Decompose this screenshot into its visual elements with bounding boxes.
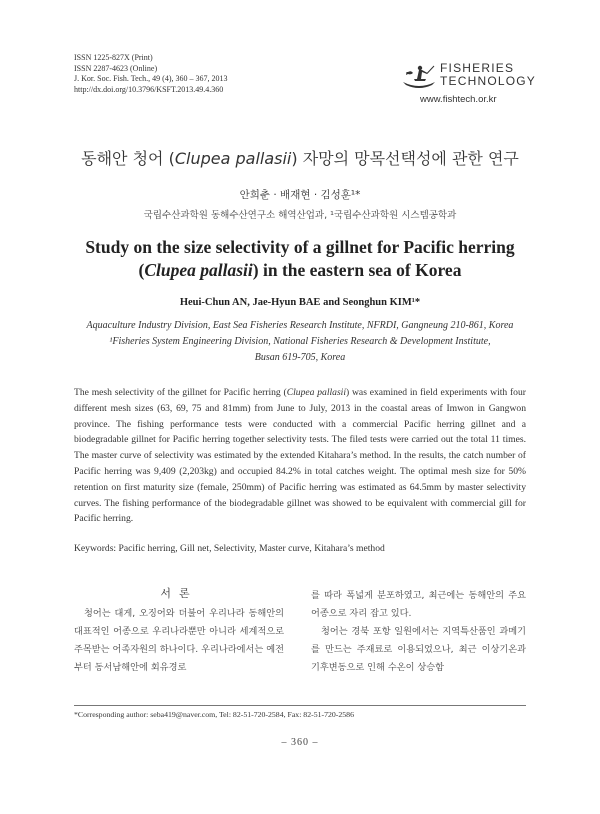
issn-print: ISSN 1225-827X (Print) xyxy=(74,53,153,62)
logo-wordmark xyxy=(440,62,536,88)
english-authors: Heui-Chun AN, Jae-Hyun BAE and Seonghun KIM¹* xyxy=(179,297,421,308)
abstract-species: Clupea pallasii xyxy=(286,387,347,398)
affiliation-2-city: Busan 619-705, Korea xyxy=(254,352,346,363)
issn-online: ISSN 2287-4623 (Online) xyxy=(74,63,158,73)
logo-line2: TECHNOLOGY xyxy=(440,74,537,88)
korean-title-after: ) 자망의 망목선택성에 관한 연구 xyxy=(291,149,519,168)
corresponding-author-footnote: *Corresponding author: seba419@naver.com, Tel: 82-51-720-2584, Fax: 82-51-720-2586 xyxy=(74,710,354,719)
logo-line1: FISHERIES xyxy=(440,61,515,75)
korean-title xyxy=(0,146,600,169)
english-title-line2 xyxy=(60,259,540,282)
journal-logo xyxy=(398,56,537,106)
journal-meta xyxy=(74,53,228,95)
abstract xyxy=(74,385,526,527)
abstract-part1: The mesh selectivity of the gillnet for Pacific herring ( xyxy=(74,387,287,398)
journal-citation: J. Kor. Soc. Fish. Tech., 49 (4), 360 – 367, 2013 xyxy=(74,74,228,83)
abstract-part2: ) was examined in field experiments with four different mesh sizes (63, 69, 75 and 81mm) from June to July, 2013 in the coastal areas of Imwon in Gangwon province. The fishing performance tests were conducted with a commercial Pacific herring gillnet and a biodegradable gillnet for Pacific herring together selectivity tests. The filed tests were carried out the total 11 times. The master curve of selectivity was estimated by the extended Kitahara’s method. In the results, the catch number of Pacific herring was 9,409 (2,203kg) and occupied 84.2% in total catches weight. The optimal mesh size for 50% retention on first maturity size (female, 250mm) of Pacific herring was estimated as 64.5mm by master selectivity curves. The fishing performance of the biodegradable gillnet was showed to be equivalent with commercial gill for Pacific herring. xyxy=(74,387,526,525)
english-title-paren-open: ( xyxy=(138,260,145,280)
korean-authors: 안희춘 · 배재현 · 김성훈¹* xyxy=(239,189,361,201)
footnote-divider xyxy=(74,705,526,706)
english-title xyxy=(60,236,540,282)
korean-affiliations: 국립수산과학원 동해수산연구소 해역산업과, ¹국립수산과학원 시스템공학과 xyxy=(143,210,457,221)
english-title-species: Clupea pallasii xyxy=(144,260,253,280)
journal-url[interactable]: www.fishtech.or.kr xyxy=(420,94,497,105)
affiliation-2: ¹Fisheries System Engineering Division, National Fisheries Research & Development Institute, xyxy=(109,336,491,347)
body-column-right xyxy=(311,587,526,677)
body-column-left xyxy=(74,605,284,677)
korean-title-before: 동해안 청어 ( xyxy=(81,149,175,168)
korean-title-species: Clupea pallasii xyxy=(174,149,292,168)
section-heading-introduction: 서론 xyxy=(160,587,198,600)
affiliation-1: Aquaculture Industry Division, East Sea Fisheries Research Institute, NFRDI, Gangneung 210-861, Korea xyxy=(86,320,514,331)
doi-link[interactable]: http://dx.doi.org/10.3796/KSFT.2013.49.4.360 xyxy=(74,84,224,94)
fisherman-logo-icon xyxy=(400,60,438,90)
english-title-line2-rest: ) in the eastern sea of Korea xyxy=(252,260,462,280)
english-title-line1: Study on the size selectivity of a gillnet for Pacific herring xyxy=(85,237,515,257)
english-affiliations xyxy=(60,318,540,366)
body-paragraph: 청어는 경북 포항 일원에서는 지역특산품인 과메기를 만드는 주재료로 이용되었으나, 최근 이상기온과 기후변동으로 인해 수온이 상승함 xyxy=(311,626,526,673)
page-number: – 360 – xyxy=(281,737,319,748)
body-paragraph: 청어는 대게, 오징어와 더불어 우리나라 동해안의 대표적인 어종으로 우리나라뿐만 아니라 세계적으로 주목받는 어족자원의 하나이다. 우리나라에서는 예전부터 동서남해안에 회유경로 xyxy=(74,608,284,673)
body-paragraph-continued: 를 따라 폭넓게 분포하였고, 최근에는 동해안의 주요어종으로 자리 잡고 있다. xyxy=(311,590,526,619)
keywords: Keywords: Pacific herring, Gill net, Selectivity, Master curve, Kitahara’s method xyxy=(74,543,385,554)
